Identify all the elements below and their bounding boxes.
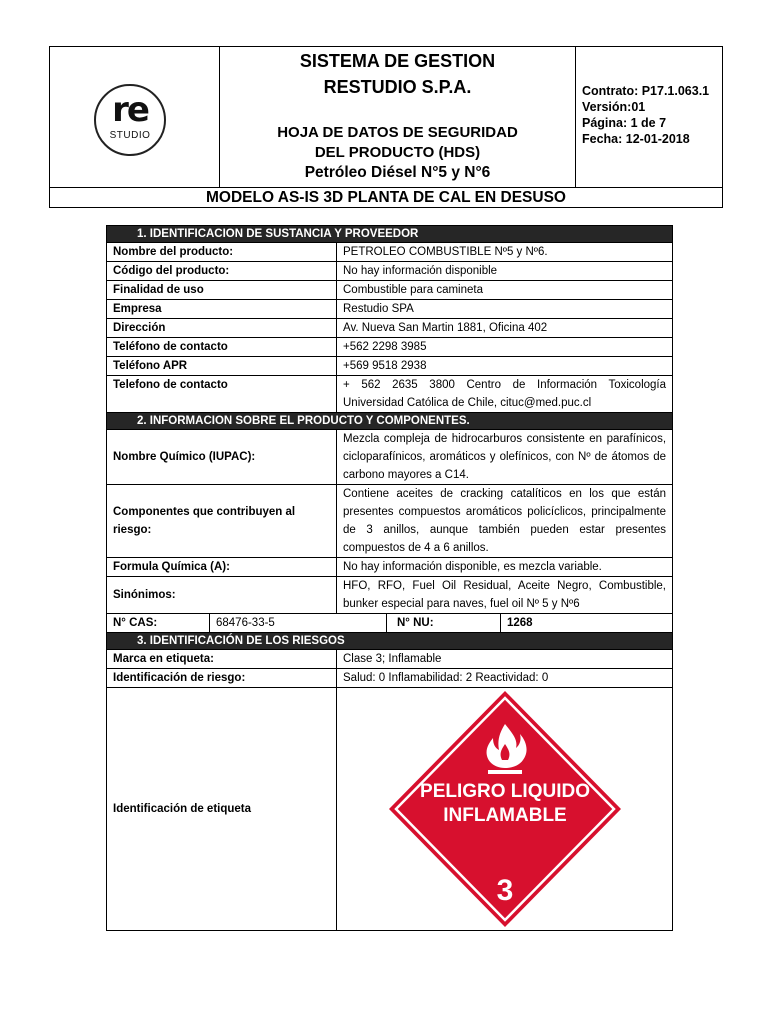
product-name-label: Nombre del producto: xyxy=(107,243,337,262)
table-row xyxy=(107,338,673,357)
components-label: Componentes que contribuyen al riesgo: xyxy=(107,485,337,558)
toxicology-phone-label: Telefono de contacto xyxy=(107,376,337,413)
doc-date: Fecha: 12-01-2018 xyxy=(582,132,690,146)
cas-label: N° CAS: xyxy=(107,614,210,633)
doc-title-line1: HOJA DE DATOS DE SEGURIDAD xyxy=(277,124,518,141)
table-row xyxy=(107,300,673,319)
title-cell xyxy=(220,47,576,187)
table-row xyxy=(107,376,673,413)
apr-phone-value: +569 9518 2938 xyxy=(337,357,673,376)
label-mark-value: Clase 3; Inflamable xyxy=(337,650,673,669)
page-number: Página: 1 de 7 xyxy=(582,116,667,130)
flammable-liquid-diamond xyxy=(387,690,623,928)
contact-phone-label: Teléfono de contacto xyxy=(107,338,337,357)
label-mark-label: Marca en etiqueta: xyxy=(107,650,337,669)
system-title: SISTEMA DE GESTION xyxy=(299,51,496,71)
model-title: MODELO AS-IS 3D PLANTA DE CAL EN DESUSO xyxy=(50,187,722,207)
hazard-label-cell xyxy=(337,688,673,931)
document-header xyxy=(49,46,723,208)
table-row xyxy=(107,430,673,485)
table-row xyxy=(107,357,673,376)
sign-text-line2: INFLAMABLE xyxy=(443,805,567,826)
contact-phone-value: +562 2298 3985 xyxy=(337,338,673,357)
table-row xyxy=(107,577,673,614)
label-id-label: Identificación de etiqueta xyxy=(107,688,337,931)
address-value: Av. Nueva San Martin 1881, Oficina 402 xyxy=(337,319,673,338)
iupac-value: Mezcla compleja de hidrocarburos consistente en parafínicos, cicloparafínicos, aromáticos y olefínicos, con Nº de átomos de carbono mayores a C14. xyxy=(337,430,673,485)
section-3-title: 3. IDENTIFICACIÓN DE LOS RIESGOS xyxy=(107,633,673,650)
toxicology-phone-value: + 562 2635 3800 Centro de Información Toxicología Universidad Católica de Chile, cituc@med.puc.cl xyxy=(337,376,673,413)
synonyms-value: HFO, RFO, Fuel Oil Residual, Aceite Negro, Combustible, bunker especial para naves, fuel oil Nº 5 y Nº6 xyxy=(337,577,673,614)
section-1-title: 1. IDENTIFICACION DE SUSTANCIA Y PROVEEDOR xyxy=(107,226,673,243)
formula-value: No hay información disponible, es mezcla variable. xyxy=(337,558,673,577)
doc-info-cell xyxy=(576,47,722,187)
product-code-label: Código del producto: xyxy=(107,262,337,281)
address-label: Dirección xyxy=(107,319,337,338)
logo-text: re xyxy=(112,90,148,130)
formula-label: Formula Química (A): xyxy=(107,558,337,577)
sign-text-line1: PELIGRO LIQUIDO xyxy=(420,781,590,802)
section-1-header xyxy=(107,226,673,243)
company-value: Restudio SPA xyxy=(337,300,673,319)
table-row xyxy=(107,319,673,338)
nu-value: 1268 xyxy=(501,614,673,633)
table-row xyxy=(107,558,673,577)
table-row xyxy=(107,243,673,262)
usage-value: Combustible para camineta xyxy=(337,281,673,300)
section-3-header xyxy=(107,633,673,650)
table-row xyxy=(107,614,673,633)
contract-number: Contrato: P17.1.063.1 xyxy=(582,84,710,98)
table-row xyxy=(107,650,673,669)
company-label: Empresa xyxy=(107,300,337,319)
logo-cell xyxy=(50,47,220,187)
section-2-header xyxy=(107,413,673,430)
doc-title-line2: DEL PRODUCTO (HDS) xyxy=(314,144,481,161)
risk-id-value: Salud: 0 Inflamabilidad: 2 Reactividad: 0 xyxy=(337,669,673,688)
table-row xyxy=(107,281,673,300)
cas-value: 68476-33-5 xyxy=(210,614,387,633)
product-name-value: PETROLEO COMBUSTIBLE Nº5 y Nº6. xyxy=(337,243,673,262)
version-number: Versión:01 xyxy=(582,100,646,114)
safety-data-table xyxy=(106,225,673,931)
hazard-sign-wrap xyxy=(337,688,672,930)
table-row xyxy=(107,688,673,931)
table-row xyxy=(107,262,673,281)
usage-label: Finalidad de uso xyxy=(107,281,337,300)
apr-phone-label: Teléfono APR xyxy=(107,357,337,376)
components-value: Contiene aceites de cracking catalíticos en los que están presentes compuestos aromáticos policíclicos, principalmente de 3 anillos, aunque también pueden estar presentes compuestos de 4 a 6 anillos. xyxy=(337,485,673,558)
iupac-label: Nombre Químico (IUPAC): xyxy=(107,430,337,485)
table-row xyxy=(107,485,673,558)
company-logo xyxy=(94,84,166,156)
section-2-title: 2. INFORMACION SOBRE EL PRODUCTO Y COMPONENTES. xyxy=(107,413,673,430)
table-row xyxy=(107,669,673,688)
sign-class-number: 3 xyxy=(496,874,514,907)
logo-subtext: STUDIO xyxy=(109,130,151,141)
risk-id-label: Identificación de riesgo: xyxy=(107,669,337,688)
company-title: RESTUDIO S.P.A. xyxy=(323,77,472,97)
product-title: Petróleo Diésel N°5 y N°6 xyxy=(304,164,491,181)
product-code-value: No hay información disponible xyxy=(337,262,673,281)
synonyms-label: Sinónimos: xyxy=(107,577,337,614)
nu-label: N° NU: xyxy=(387,614,501,633)
